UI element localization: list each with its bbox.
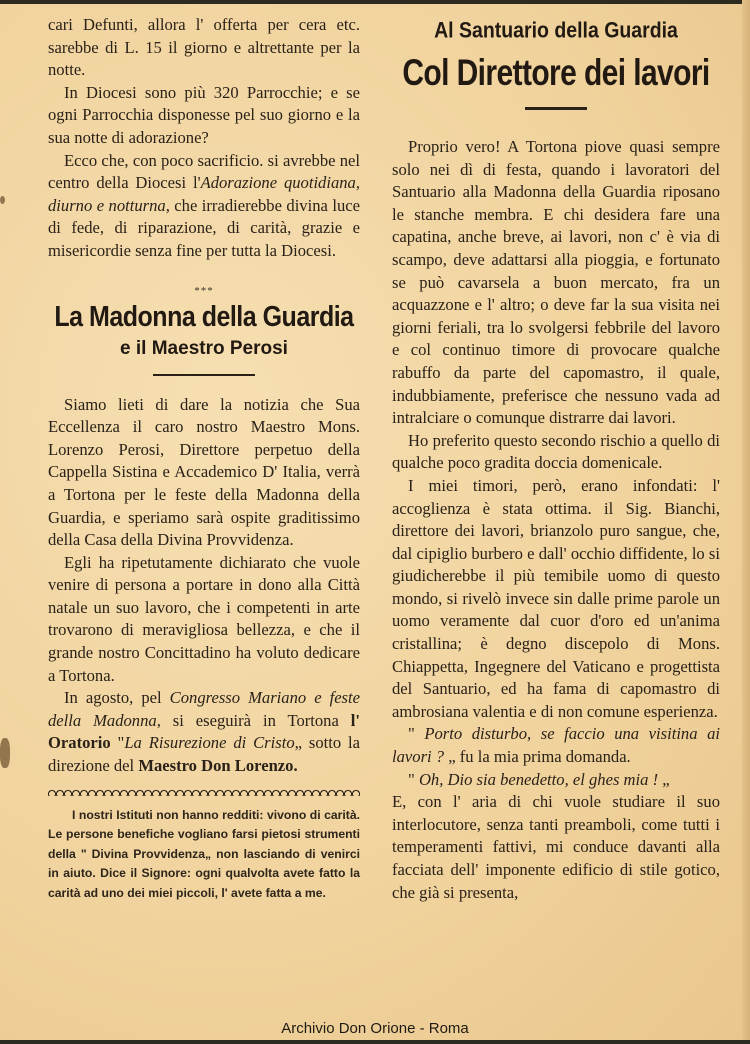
paragraph: I miei timori, però, erano infondati: l' accoglienza è stata ottima. il Sig. Bianchi, direttore dei lavori, brianzolo puro sangue, che, dal cipiglio burbero e dall' occhio diffidente, lo si giudicherebbe il più temibile uomo di questo mondo, si rivelò invece sin dalle prime parole un uomo veramente dal cuor d'oro ed un'anima cristallina; è degno discepolo di Mons. Chiappetta, Ingegnere del Vaticano e progettista del Santuario, ed ha fama di capomastro di ambrosiana valentia e di non comune esperienza. [392, 475, 720, 721]
article-title: La Madonna della Guardia [54, 300, 354, 333]
charity-notice: I nostri Istituti non hanno redditi: vivono di carità. Le persone benefiche vogliano farsi pietosi strumenti della " Divina Provvidenza„ non lasciando di venirci in aiuto. Dice il Signore: ogni qualvolta avete fatto la carità ad uno dei miei piccoli, l' avete fatta a me. [48, 807, 360, 900]
italic-text: La Risurezione di Cristo [124, 733, 295, 753]
paragraph: Siamo lieti di dare la notizia che Sua Eccellenza il caro nostro Maestro Mons. Lorenzo Perosi, Direttore perpetuo della Cappella Sistina e Accademico D' Italia, verrà a Tortona per le feste della Madonna della Guardia, e speriamo sarà ospite graditissimo della Casa della Divina Provvidenza. [48, 394, 360, 550]
text: , che irradierebbe divina luce di fede, di riparazione, di carità, grazie e misericordie senza fine per tutta la Diocesi. [48, 195, 360, 260]
paragraph: E, con l' aria di chi vuole studiare il suo interlocutore, senza tanti preamboli, come tutti i temperamenti fattivi, mi conduce davanti alla facciata dell' imponente edificio di stile gotico, che già si presenta, [392, 792, 720, 902]
wavy-divider [48, 788, 360, 796]
adorazione-paragraph [48, 150, 360, 263]
text: „ sotto la direzione del [48, 733, 360, 776]
top-border [0, 0, 750, 4]
bottom-border [0, 1040, 750, 1044]
quote-paragraph [392, 769, 720, 792]
title-rule [525, 107, 587, 110]
text: In agosto, pel [64, 688, 170, 708]
paper-stain [0, 196, 5, 204]
italic-text: Congresso Mariano e feste della Madonna [48, 688, 360, 730]
article-kicker: Al Santuario della Guardia [434, 18, 678, 44]
paragraph: cari Defunti, allora l' offerta per cera etc. sarebbe di L. 15 il giorno e altrettante per la notte. [48, 15, 360, 80]
text: " [110, 733, 125, 753]
article-subtitle: e il Maestro Perosi [120, 337, 288, 359]
text: , si eseguirà in Tortona [156, 710, 351, 730]
text: " [408, 769, 419, 789]
left-column [48, 14, 360, 904]
section-separator: *** [194, 284, 214, 297]
paragraph: Egli ha ripetutamente dichiarato che vuole venire di persona a portare in dono alla Città natale un suo lavoro, che i competenti in arte trovarono di meravigliosa bellezza, e che il grande nostro Concittadino ha voluto dedicare a Tortona. [48, 552, 360, 685]
bold-text: Maestro Don Lorenzo. [138, 756, 298, 776]
quote-paragraph [392, 723, 720, 768]
paragraph: Ho preferito questo secondo rischio a quello di qualche poco gradita doccia domenicale. [392, 430, 720, 473]
page-edge [742, 0, 750, 1044]
paper-stain [0, 738, 10, 768]
text: Ecco che, con poco sacrificio. si avrebbe nel centro della Diocesi l' [48, 150, 360, 193]
right-column [392, 14, 720, 904]
text: „ [658, 769, 670, 789]
text: „ fu la mia prima domanda. [444, 747, 631, 767]
paragraph: In Diocesi sono più 320 Parrocchie; e se ogni Parrocchia disponesse pel suo giorno e la sua notte di adorazione? [48, 82, 360, 147]
agosto-paragraph [48, 687, 360, 777]
archive-footer: Archivio Don Orione - Roma [281, 1020, 469, 1037]
paragraph: Proprio vero! A Tortona piove quasi sempre solo nei dì di festa, quando i lavoratori del Santuario alla Madonna della Guardia riposano le stanche membra. E chi desidera fare una capatina, anche breve, ai lavori, non c' è via di scampo, deve adattarsi alla pioggia, e fortunato se può cavarsela a buon mercato, fra un acquazzone e l' altro; o deve far la sua visita nei giorni feriali, tra lo svolgersi febbrile del lavoro e col continuo timore di provocare qualche rabuffo da parte del capomastro, il quale, indubbiamente, preferisce che nessuno vada ad intralciare o comunque distrarre dai lavori. [392, 137, 720, 428]
italic-text: Adorazione quotidiana, diurno e notturna [48, 173, 361, 215]
text: " [408, 724, 425, 744]
article-title: Col Direttore dei lavori [402, 53, 710, 94]
title-rule [153, 374, 255, 376]
italic-text: Oh, Dio sia benedetto, el ghes mia ! [418, 769, 659, 789]
italic-text: Porto disturbo, se faccio una visitina ai lavori ? [392, 724, 720, 767]
bold-text: l' Oratorio [48, 710, 360, 753]
